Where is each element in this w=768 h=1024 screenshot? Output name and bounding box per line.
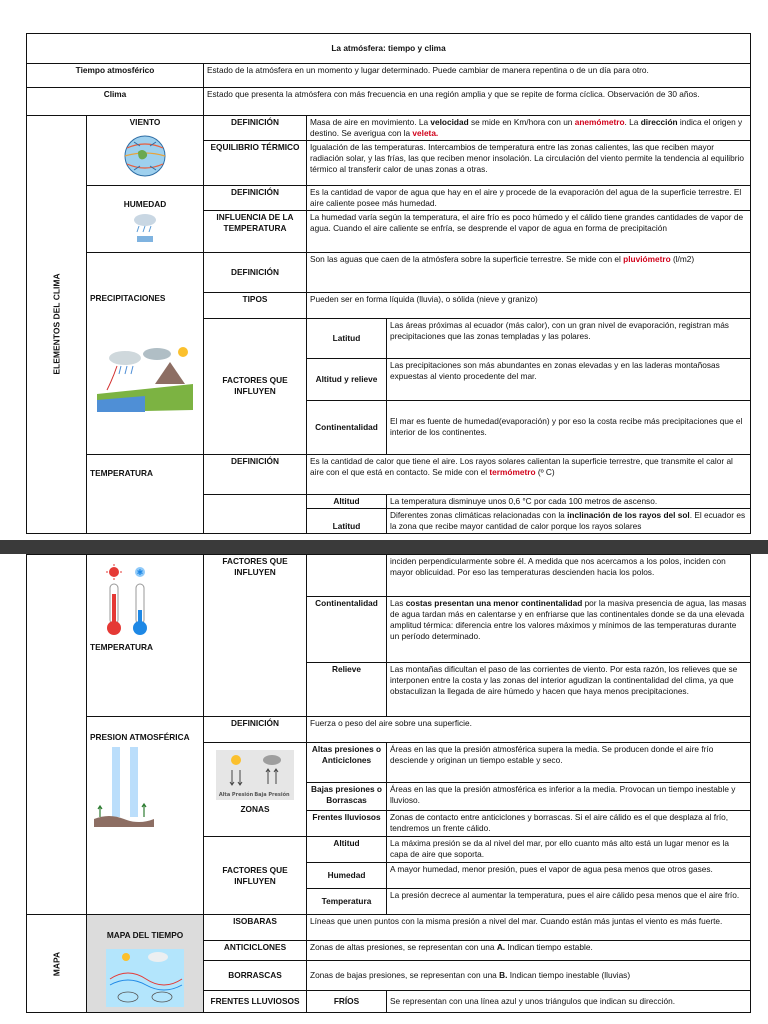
humedad-cell — [87, 185, 204, 252]
temp-cell-p2 — [87, 555, 204, 717]
temp-altitud-name: Altitud — [307, 494, 387, 508]
weather-map-icon — [106, 949, 184, 1007]
temp-def-label: DEFINICIÓN — [204, 454, 307, 494]
presion-zona-text: Áreas en las que la presión atmosférica supera la media. Se producen donde el aire frío desciende y originan un tiempo estable y seco. — [387, 743, 751, 783]
climate-table-1 — [26, 33, 751, 534]
globe-wind-icon — [112, 130, 178, 182]
presion-zona-name: Altas presiones o Anticiclones — [307, 743, 387, 783]
elementos-vertical-cont — [27, 555, 87, 915]
precip-fac-text: El mar es fuente de humedad(evaporación) y por eso la costa recibe más precipitaciones que el interior de los continentes. — [387, 400, 751, 454]
viento-label: VIENTO — [129, 117, 161, 127]
water-cycle-icon — [95, 344, 195, 414]
elementos-vertical-label: ELEMENTOS DEL CLIMA — [27, 116, 87, 534]
viento-eq-text: Igualación de las temperaturas. Intercambios de temperatura entre las zonas calientes, las que reciben mayor radiación solar, y las frías, las que reciben menor insolación. La circulación del viento permite la tendencia al equilibrio térmico al transferir calor de unas zonas a otras. — [307, 140, 751, 185]
precip-fac-text: Las áreas próximas al ecuador (más calor), con un gran nivel de evaporación, registran más precipitaciones que las zonas templadas y las polares. — [387, 318, 751, 358]
precip-def-text: Son las aguas que caen de la atmósfera sobre la superficie terrestre. Se mide con el pluviómetro (l/m2) — [307, 252, 751, 292]
isobaras-label: ISOBARAS — [204, 915, 307, 941]
presion-zonas-cell — [204, 743, 307, 837]
temp-fac-label-p2: FACTORES QUE INFLUYEN — [204, 555, 307, 717]
presion-zona-name: Frentes lluviosos — [307, 811, 387, 837]
humedad-inf-text: La humedad varía según la temperatura, el aire frío es poco húmedo y el cálido tiene grandes cantidades de vapor de agua. Cuando el aire caliente se enfría, se desprende el vapor de agua en forma de precipitación — [307, 210, 751, 252]
frentes-label: FRENTES LLUVIOSOS — [204, 991, 307, 1013]
temp-label-p2: TEMPERATURA — [90, 642, 153, 652]
precip-def-label: DEFINICIÓN — [204, 252, 307, 292]
temp-label: TEMPERATURA — [90, 467, 153, 478]
presion-label: PRESION ATMOSFÉRICA — [90, 732, 190, 742]
isobaras-text: Líneas que unen puntos con la misma presión a nivel del mar. Cuando están más juntas el viento es más fuerte. — [307, 915, 751, 941]
temp-cont-name: Continentalidad — [307, 597, 387, 663]
precip-cell — [87, 252, 204, 454]
temp-latitud-cont-text: inciden perpendicularmente sobre él. A medida que nos acercamos a los polos, inciden con mayor oblicuidad. Por eso las temperaturas descienden hacia los polos. — [387, 555, 751, 597]
humedad-def-label: DEFINICIÓN — [204, 185, 307, 210]
temp-latitud-cont-empty — [307, 555, 387, 597]
temp-rel-name: Relieve — [307, 663, 387, 717]
page-title: La atmósfera: tiempo y clima — [27, 34, 751, 64]
presion-zona-text: Áreas en las que la presión atmosférica es inferior a la media. Provocan un tiempo inestable y lluvioso. — [387, 783, 751, 811]
frios-text: Se representan con una línea azul y unos triángulos que indican su dirección. — [387, 991, 751, 1013]
presion-zona-name: Bajas presiones o Borrascas — [307, 783, 387, 811]
temp-cont-text: Las costas presentan una menor continentalidad por la masiva presencia de agua, las masas de agua tardan más en calentarse y en enfriarse que las continentales donde se da una elevada amplitud térmica: diferencia entre los valores máximos y mínimos de las temperaturas durante un período determinado. — [387, 597, 751, 663]
presion-def-label: DEFINICIÓN — [204, 717, 307, 743]
precip-tipos-label: TIPOS — [204, 292, 307, 318]
thermometers-icon — [100, 564, 160, 640]
presion-fac-text: La presión decrece al aumentar la temperatura, pues el aire cálido pesa menos que el aire frío. — [387, 889, 751, 915]
viento-def-text: Masa de aire en movimiento. La velocidad se mide en Km/hora con un anemómetro. La dirección indica el origen y destino. Se averigua con la veleta. — [307, 116, 751, 141]
svg-text:✱: ✱ — [136, 568, 144, 577]
humedad-inf-label: INFLUENCIA DE LA TEMPERATURA — [204, 210, 307, 252]
viento-def-label: DEFINICIÓN — [204, 116, 307, 141]
humedad-def-text: Es la cantidad de vapor de agua que hay en el aire y procede de la evaporación del agua de la superficie terrestre. El aire caliente posee más humedad. — [307, 185, 751, 210]
viento-eq-label: EQUILIBRIO TÉRMICO — [204, 140, 307, 185]
temp-rel-text: Las montañas dificultan el paso de las corrientes de viento. Por esta razón, los relieves que se interponen entre la costa y las zonas del interior agudizan la continentalidad del clima, ya que obstaculizan la llegada de aire húmedo y hacen que haya menos precipitaciones. — [387, 663, 751, 717]
mapa-cell — [87, 915, 204, 1013]
mapa-label: MAPA DEL TIEMPO — [106, 930, 184, 940]
mapa-vertical-label: MAPA — [27, 915, 87, 1013]
presion-zonas-label: ZONAS — [240, 804, 270, 814]
temp-latitud-text: Diferentes zonas climáticas relacionadas con la inclinación de los rayos del sol. El ecuador es la zona que recibe mayor cantidad de calor porque los rayos solares — [387, 508, 751, 533]
anticiclones-label: ANTICICLONES — [204, 941, 307, 961]
cloud-rain-icon — [130, 212, 160, 246]
pressure-column-icon — [94, 747, 154, 827]
precip-fac-text: Las precipitaciones son más abundantes en zonas elevadas y en las laderas montañosas expuestas al viento procedente del mar. — [387, 358, 751, 400]
temp-cell-p1 — [87, 454, 204, 533]
frios-label: FRÍOS — [307, 991, 387, 1013]
presion-fac-name: Humedad — [307, 863, 387, 889]
presion-zona-text: Zonas de contacto entre anticiclones y borrascas. Si el aire cálido es el que desplaza al frío, tendremos un frente cálido. — [387, 811, 751, 837]
alta-presion-caption: Alta Presión — [218, 792, 254, 798]
temp-def-text: Es la cantidad de calor que tiene el aire. Los rayos solares calientan la superficie terrestre, que transmite el calor al aire con el que está en contacto. Se mide con el termómetro (º C) — [307, 454, 751, 494]
borrascas-text: Zonas de bajas presiones, se representan con una B. Indican tiempo inestable (lluvias) — [307, 961, 751, 991]
precip-fac-name: Altitud y relieve — [307, 358, 387, 400]
presion-cell — [87, 717, 204, 915]
pressure-zones-icon — [216, 750, 294, 800]
viento-cell — [87, 116, 204, 186]
temp-fac-empty — [204, 494, 307, 533]
presion-fac-text: A mayor humedad, menor presión, pues el vapor de agua pesa menos que otros gases. — [387, 863, 751, 889]
document-page-2 — [0, 554, 768, 1024]
tiempo-label: Tiempo atmosférico — [27, 64, 204, 88]
precip-fac-name: Latitud — [307, 318, 387, 358]
anticiclones-text: Zonas de altas presiones, se representan con una A. Indican tiempo estable. — [307, 941, 751, 961]
presion-fac-name: Altitud — [307, 837, 387, 863]
temp-latitud-name: Latitud — [307, 508, 387, 533]
temp-altitud-text: La temperatura disminuye unos 0,6 °C por cada 100 metros de ascenso. — [387, 494, 751, 508]
precip-fac-name: Continentalidad — [307, 400, 387, 454]
precip-label: PRECIPITACIONES — [90, 292, 166, 303]
presion-def-text: Fuerza o peso del aire sobre una superficie. — [307, 717, 751, 743]
clima-text: Estado que presenta la atmósfera con más frecuencia en una región amplia y que se repite de forma cíclica. Observación de 30 años. — [204, 88, 751, 116]
humedad-label: HUMEDAD — [123, 198, 167, 209]
precip-fac-label: FACTORES QUE INFLUYEN — [204, 318, 307, 454]
page-separator — [0, 540, 768, 554]
baja-presion-caption: Baja Presión — [254, 792, 290, 798]
climate-table-2 — [26, 554, 751, 1013]
presion-fac-name: Temperatura — [307, 889, 387, 915]
precip-tipos-text: Pueden ser en forma líquida (lluvia), o sólida (nieve y granizo) — [307, 292, 751, 318]
tiempo-text: Estado de la atmósfera en un momento y lugar determinado. Puede cambiar de manera repentina o de un día para otro. — [204, 64, 751, 88]
presion-fac-label: FACTORES QUE INFLUYEN — [204, 837, 307, 915]
borrascas-label: BORRASCAS — [204, 961, 307, 991]
presion-fac-text: La máxima presión se da al nivel del mar, por ello cuanto más alto está un lugar menor es la capa de aire que soporta. — [387, 837, 751, 863]
clima-label: Clima — [27, 88, 204, 116]
